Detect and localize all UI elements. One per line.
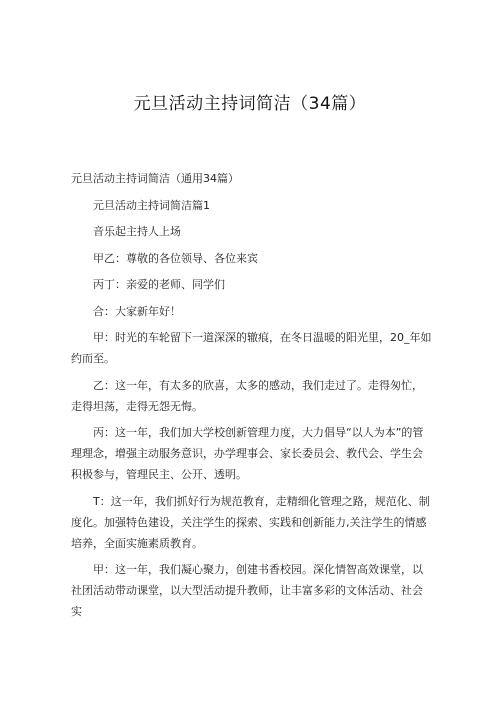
dialogue-paragraph: 甲：这一年，我们凝心聚力，创建书香校园。深化情智高效课堂，以社团活动带动课堂，以大型活动提升教师，让丰富多彩的文体活动、社会实 xyxy=(71,563,423,618)
dialogue-line: 合：大家新年好！ xyxy=(93,304,181,318)
dialogue-paragraph: T：这一年，我们抓好行为规范教育，走精细化管理之路，规范化、制度化。加强特色建设，关注学生的探索、实践和创新能力,关注学生的情感培养，全面实施素质教育。 xyxy=(71,494,430,550)
document-body xyxy=(71,168,433,628)
dialogue-line: 丙丁：亲爱的老师、同学们 xyxy=(93,278,225,291)
dialogue-line: 甲乙：尊敬的各位领导、各位来宾 xyxy=(93,251,258,265)
document-title: 元旦活动主持词简洁（34篇） xyxy=(133,94,367,114)
dialogue-paragraph: 丙：这一年，我们加大学校创新管理力度，大力倡导“以人为本”的管理理念，增强主动服务意识，办学理事会、家长委员会、教代会、学生会积极参与，管理民主、公开、透明。 xyxy=(71,426,424,481)
document-subtitle: 元旦活动主持词简洁（通用34篇） xyxy=(71,172,239,185)
section-heading: 元旦活动主持词简洁篇1 xyxy=(93,198,210,212)
stage-direction: 音乐起主持人上场 xyxy=(93,225,181,238)
dialogue-paragraph: 乙：这一年，有太多的欣喜，太多的感动，我们走过了。走得匆忙，走得坦荡，走得无怨无悔。 xyxy=(71,378,423,413)
dialogue-paragraph: 甲：时光的车轮留下一道深深的辙痕，在冬日温暖的阳光里，20_年如约而至。 xyxy=(71,331,432,365)
